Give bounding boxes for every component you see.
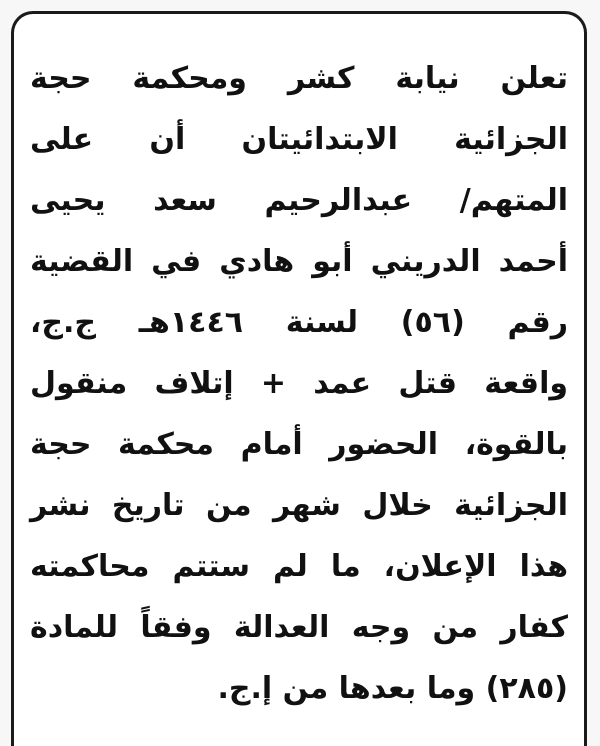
notice-line: الجزائية الابتدائيتان أن على	[30, 122, 568, 157]
notice-line: هذا الإعلان، ما لم ستتم محاكمته	[30, 549, 568, 584]
notice-line: تعلن نيابة كشر ومحكمة حجة	[30, 61, 568, 96]
notice-line: واقعة قتل عمد + إتلاف منقول	[30, 366, 568, 401]
notice-line: أحمد الدريني أبو هادي في القضية	[30, 244, 568, 279]
notice-line: رقم (٥٦) لسنة ١٤٤٦هـ ج.ج،	[30, 305, 568, 340]
notice-line: بالقوة، الحضور أمام محكمة حجة	[30, 427, 568, 462]
legal-notice-text	[30, 48, 568, 719]
notice-line: الجزائية خلال شهر من تاريخ نشر	[30, 488, 568, 523]
notice-line: المتهم/ عبدالرحيم سعد يحيى	[30, 183, 568, 218]
notice-line-last: (٢٨٥) وما بعدها من إ.ج.	[217, 671, 568, 706]
notice-line: كفار من وجه العدالة وفقاً للمادة	[30, 610, 568, 645]
